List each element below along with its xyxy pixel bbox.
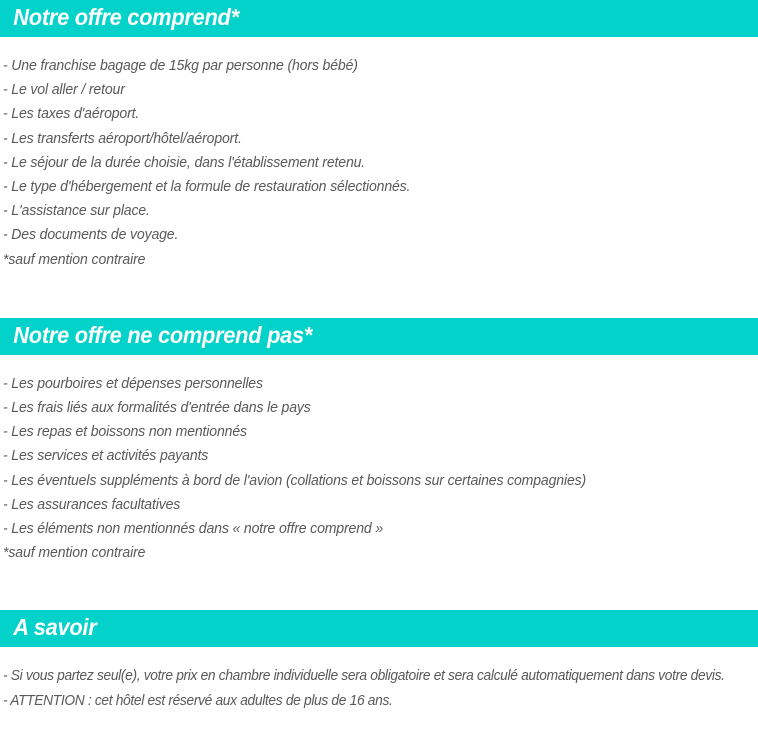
list-item: - Le vol aller / retour [3,82,125,99]
section-header-good-to-know [0,610,758,647]
spacer [0,37,758,54]
section-footnote: *sauf mention contraire [3,251,146,268]
list-item: - Des documents de voyage. [3,227,179,244]
section-title: A savoir [13,614,97,641]
list-item: - Le type d'hébergement et la formule de restauration sélectionnés. [3,179,411,196]
section-header-offer-includes [0,0,758,37]
spacer [0,355,758,372]
list-item: - Les transferts aéroport/hôtel/aéroport. [3,130,242,147]
spacer [0,272,758,318]
list-item: - Les taxes d'aéroport. [3,106,140,123]
list-item: - Les repas et boissons non mentionnés [3,424,247,441]
list-item: - Les assurances facultatives [3,496,181,513]
section-footnote: *sauf mention contraire [3,545,146,562]
spacer [0,647,758,664]
list-item: - Une franchise bagage de 15kg par personne (hors bébé) [3,58,358,74]
section-title: Notre offre comprend* [13,4,239,30]
section-body-offer-includes [0,54,758,272]
list-item: - Les éléments non mentionnés dans « notre offre comprend » [3,521,383,538]
section-header-offer-excludes [0,318,758,355]
list-item: - Si vous partez seul(e), votre prix en chambre individuelle sera obligatoire et sera calculé automatiquement dans votre devis. [3,668,725,685]
section-body-offer-excludes [0,372,758,566]
list-item: - L'assistance sur place. [3,203,150,220]
list-item: - Les frais liés aux formalités d'entrée dans le pays [3,400,311,417]
list-item: - Les services et activités payants [3,448,209,465]
list-item: - Les pourboires et dépenses personnelles [3,375,263,392]
list-item: - ATTENTION : cet hôtel est réservé aux adultes de plus de 16 ans. [3,692,393,709]
section-title: Notre offre ne comprend pas* [13,321,313,348]
spacer [0,565,758,610]
section-body-good-to-know [0,664,758,713]
list-item: - Le séjour de la durée choisie, dans l'établissement retenu. [3,154,366,171]
list-item: - Les éventuels suppléments à bord de l'avion (collations et boissons sur certaines compagnies) [3,472,587,489]
